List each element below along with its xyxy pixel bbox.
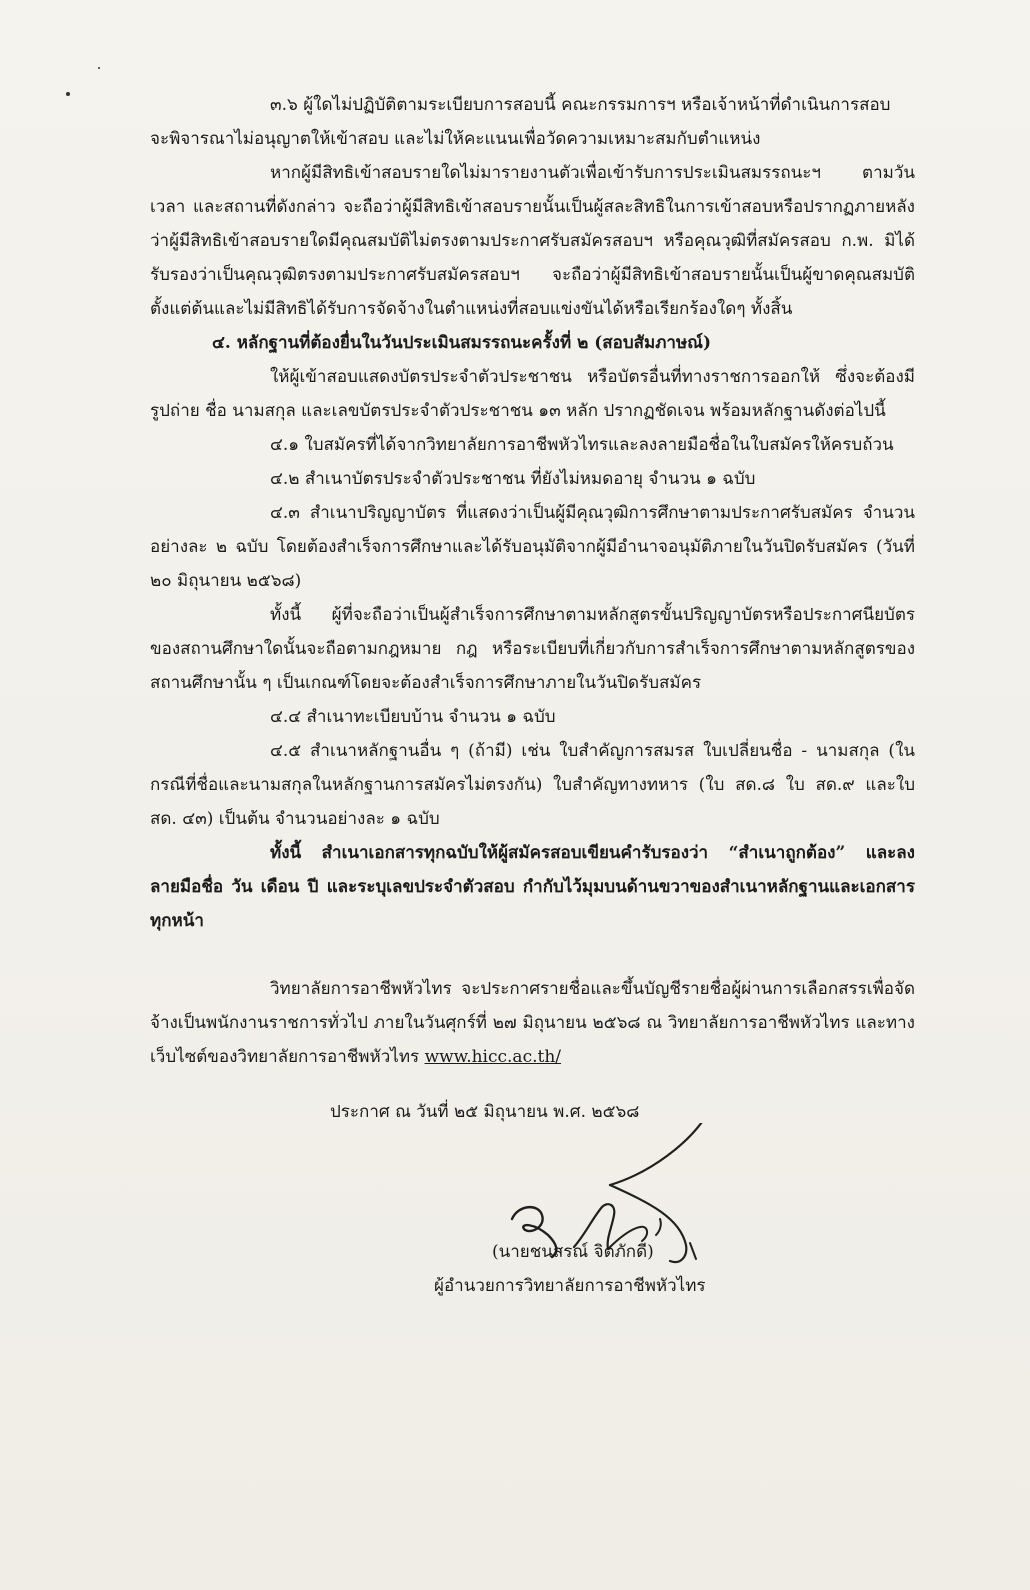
announcement-paragraph xyxy=(150,972,915,1074)
document-body xyxy=(150,88,915,1074)
item-4-2: ๔.๒ สำเนาบัตรประจำตัวประชาชน ที่ยังไม่หมดอายุ จำนวน ๑ ฉบับ xyxy=(270,469,756,489)
certification-paragraph: ทั้งนี้ สำเนาเอกสารทุกฉบับให้ผู้สมัครสอบเขียนคำรับรองว่า “สำเนาถูกต้อง” และลงลายมือชื่อ วัน เดือน ปี และระบุเลขประจำตัวสอบ กำกับไว้มุมบนด้านขวาของสำเนาหลักฐานและเอกสารทุกหน้า xyxy=(150,843,915,931)
item-4-4: ๔.๔ สำเนาทะเบียบบ้าน จำนวน ๑ ฉบับ xyxy=(270,707,556,727)
section-4-intro: ให้ผู้เข้าสอบแสดงบัตรประจำตัวประชาชน หรือบัตรอื่นที่ทางราชการออกให้ ซึ่งจะต้องมีรูปถ่าย ชื่อ นามสกุล และเลขบัตรประจำตัวประชาชน ๑๓ หลัก ปรากฏชัดเจน พร้อมหลักฐานดังต่อไปนี้ xyxy=(150,367,915,421)
clause-3-6-line-2: จะพิจารณาไม่อนุญาตให้เข้าสอบ และไม่ให้คะแนนเพื่อวัดความเหมาะสมกับตำแหน่ง xyxy=(150,129,761,149)
announcement-text: วิทยาลัยการอาชีพหัวไทร จะประกาศรายชื่อและขึ้นบัญชีรายชื่อผู้ผ่านการเลือกสรรเพื่อจัดจ้างเป็นพนักงานราชการทั่วไป ภายในวันศุกร์ที่ ๒๗ มิถุนายน ๒๕๖๘ ณ วิทยาลัยการอาชีพหัวไทร และทางเว็บไซต์ของวิทยาลัยการอาชีพหัวไทร xyxy=(150,979,915,1067)
item-4-3: ๔.๓ สำเนาปริญญาบัตร ที่แสดงว่าเป็นผู้มีคุณวุฒิการศึกษาตามประกาศรับสมัคร จำนวนอย่างละ ๒ ฉบับ โดยต้องสำเร็จการศึกษาและได้รับอนุมัติจากผู้มีอำนาจอนุมัติภายในวันปิดรับสมัคร (วันที่ ๒๐ มิถุนายน ๒๕๖๘) xyxy=(150,503,915,591)
website-link[interactable]: www.hicc.ac.th/ xyxy=(424,1047,562,1067)
item-4-5: ๔.๕ สำเนาหลักฐานอื่น ๆ (ถ้ามี) เช่น ใบสำคัญการสมรส ใบเปลี่ยนชื่อ - นามสกุล (ในกรณีที่ชื่อและนามสกุลในหลักฐานการสมัครไม่ตรงกัน) ใบสำคัญทางทหาร (ใบ สด.๘ ใบ สด.๙ และใบ สด. ๔๓) เป็นต้น จำนวนอย่างละ ๑ ฉบับ xyxy=(150,741,915,829)
paragraph-gap xyxy=(150,938,915,972)
paper-speck xyxy=(66,92,70,96)
paper-speck xyxy=(98,67,100,69)
item-4-1: ๔.๑ ใบสมัครที่ได้จากวิทยาลัยการอาชีพหัวไทรและลงลายมือชื่อในใบสมัครให้ครบถ้วน xyxy=(270,435,894,455)
section-4-heading: ๔. หลักฐานที่ต้องยื่นในวันประเมินสมรรถนะครั้งที่ ๒ (สอบสัมภาษณ์) xyxy=(212,333,712,353)
announcement-date: ประกาศ ณ วันที่ ๒๕ มิถุนายน พ.ศ. ๒๕๖๘ xyxy=(330,1102,640,1122)
graduation-note: ทั้งนี้ ผู้ที่จะถือว่าเป็นผู้สำเร็จการศึกษาตามหลักสูตรขั้นปริญญาบัตรหรือประกาศนียบัตรของสถานศึกษาใดนั้นจะถือตามกฎหมาย กฎ หรือระเบียบที่เกี่ยวกับการสำเร็จการศึกษาตามหลักสูตรของสถานศึกษานั้น ๆ เป็นเกณฑ์โดยจะต้องสำเร็จการศึกษาภายในวันปิดรับสมัคร xyxy=(150,605,915,693)
signer-name: (นายชนสรณ์ จิตภักดี) xyxy=(492,1242,654,1262)
absence-paragraph: หากผู้มีสิทธิเข้าสอบรายใดไม่มารายงานตัวเพื่อเข้ารับการประเมินสมรรถนะฯ ตามวัน เวลา และสถานที่ดังกล่าว จะถือว่าผู้มีสิทธิเข้าสอบรายนั้นเป็นผู้สละสิทธิในการเข้าสอบหรือปรากฏภายหลังว่าผู้มีสิทธิเข้าสอบรายใดมีคุณสมบัติไม่ตรงตามประกาศรับสมัครสอบฯ หรือคุณวุฒิที่สมัครสอบ ก.พ. มิได้รับรองว่าเป็นคุณวุฒิตรงตามประกาศรับสมัครสอบฯ จะถือว่าผู้มีสิทธิเข้าสอบรายนั้นเป็นผู้ขาดคุณสมบัติตั้งแต่ต้นและไม่มีสิทธิได้รับการจัดจ้างในตำแหน่งที่สอบแข่งขันได้หรือเรียกร้องใดๆ ทั้งสิ้น xyxy=(150,163,915,319)
signer-title: ผู้อำนวยการวิทยาลัยการอาชีพหัวไทร xyxy=(434,1276,706,1296)
clause-3-6-line-1: ๓.๖ ผู้ใดไม่ปฏิบัติตามระเบียบการสอบนี้ คณะกรรมการฯ หรือเจ้าหน้าที่ดำเนินการสอบ xyxy=(270,95,891,115)
